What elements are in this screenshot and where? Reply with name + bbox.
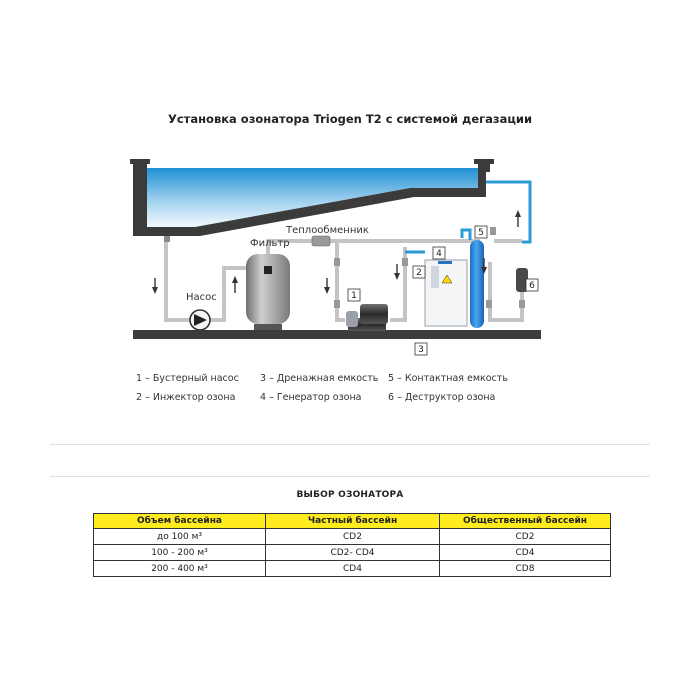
table-cell: CD4 <box>440 545 611 561</box>
bypass-pipe <box>337 241 345 320</box>
table-row <box>94 545 611 561</box>
table-row <box>94 561 611 577</box>
column-header: Частный бассейн <box>266 514 440 529</box>
valve-icon <box>490 227 496 235</box>
valve-icon <box>402 258 408 266</box>
table-cell: CD2 <box>266 529 440 545</box>
filter-label: Фильтр <box>250 238 290 249</box>
divider <box>50 444 650 445</box>
table-cell: 100 - 200 м³ <box>94 545 266 561</box>
booster-pump-motor <box>360 304 388 324</box>
pool-water <box>147 168 478 227</box>
heat-exchanger-icon <box>312 236 330 246</box>
ozonator-selection-table <box>93 513 611 577</box>
heat-exchanger-label: Теплообменник <box>286 225 369 236</box>
svg-text:2: 2 <box>416 268 422 278</box>
ozone-generator-logo <box>438 261 452 264</box>
valve-icon <box>486 300 492 308</box>
table-row <box>94 529 611 545</box>
filter-valve-icon <box>264 266 272 274</box>
arrow-down-icon <box>394 273 400 280</box>
column-header: Объем бассейна <box>94 514 266 529</box>
table-cell: 200 - 400 м³ <box>94 561 266 577</box>
table-cell: CD4 <box>266 561 440 577</box>
legend-item: 4 – Генератор озона <box>260 392 362 403</box>
column-header: Общественный бассейн <box>440 514 611 529</box>
table-cell: CD8 <box>440 561 611 577</box>
valve-icon <box>334 258 340 266</box>
marker-3 <box>415 343 427 355</box>
pool-edge-right <box>474 159 494 164</box>
floor-slab <box>133 330 541 339</box>
svg-text:3: 3 <box>418 345 424 355</box>
filter-tank-icon <box>246 254 290 324</box>
marker-6 <box>526 279 538 291</box>
page-title: Установка озонатора Triogen T2 с системой дегазации <box>168 112 532 126</box>
valve-icon <box>334 300 340 308</box>
ozone-generator-panel <box>431 266 439 288</box>
marker-5 <box>475 226 487 238</box>
svg-text:4: 4 <box>436 249 442 259</box>
arrow-down-icon <box>152 287 158 294</box>
legend-item: 3 – Дренажная емкость <box>260 373 379 384</box>
table-cell: до 100 м³ <box>94 529 266 545</box>
marker-4 <box>433 247 445 259</box>
arrow-down-icon <box>324 287 330 294</box>
contact-tank-icon <box>470 240 484 328</box>
filter-legs <box>254 324 282 330</box>
drain-pipe <box>166 236 190 320</box>
booster-pump-end <box>346 311 358 327</box>
injector-pipe <box>390 247 405 320</box>
divider <box>50 476 650 477</box>
marker-2 <box>413 266 425 278</box>
arrow-up-icon <box>515 210 521 217</box>
arrow-up-icon <box>232 276 238 283</box>
svg-text:6: 6 <box>529 281 535 291</box>
valve-icon <box>519 300 525 308</box>
table-cell: CD2- CD4 <box>266 545 440 561</box>
legend-item: 5 – Контактная емкость <box>388 373 508 384</box>
grey-pipes <box>166 236 522 320</box>
pool-edge-left <box>130 159 150 164</box>
legend-item: 1 – Бустерный насос <box>136 373 239 384</box>
generator-to-contact-pipe <box>462 230 470 240</box>
svg-text:5: 5 <box>478 228 484 238</box>
legend-item: 6 – Деструктор озона <box>388 392 496 403</box>
table-header-row <box>94 514 611 529</box>
pump-label: Насос <box>186 292 217 303</box>
marker-1 <box>348 289 360 301</box>
legend-item: 2 – Инжектор озона <box>136 392 236 403</box>
selection-title: ВЫБОР ОЗОНАТОРА <box>296 490 404 500</box>
table-cell: CD2 <box>440 529 611 545</box>
svg-text:1: 1 <box>351 291 357 301</box>
valve-icon <box>164 236 170 242</box>
